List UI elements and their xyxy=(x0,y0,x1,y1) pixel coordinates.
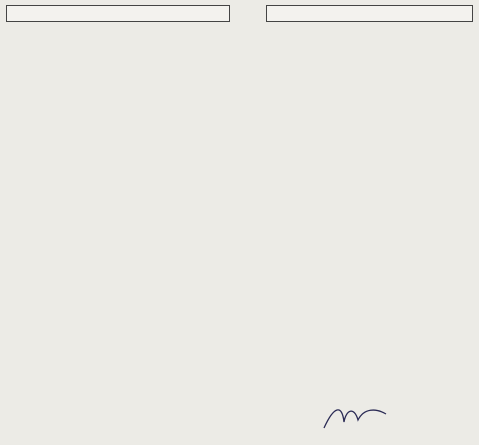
date-box xyxy=(266,5,473,22)
letter-number-box xyxy=(6,5,230,22)
order-list xyxy=(14,203,465,228)
signature-mark xyxy=(320,402,390,432)
